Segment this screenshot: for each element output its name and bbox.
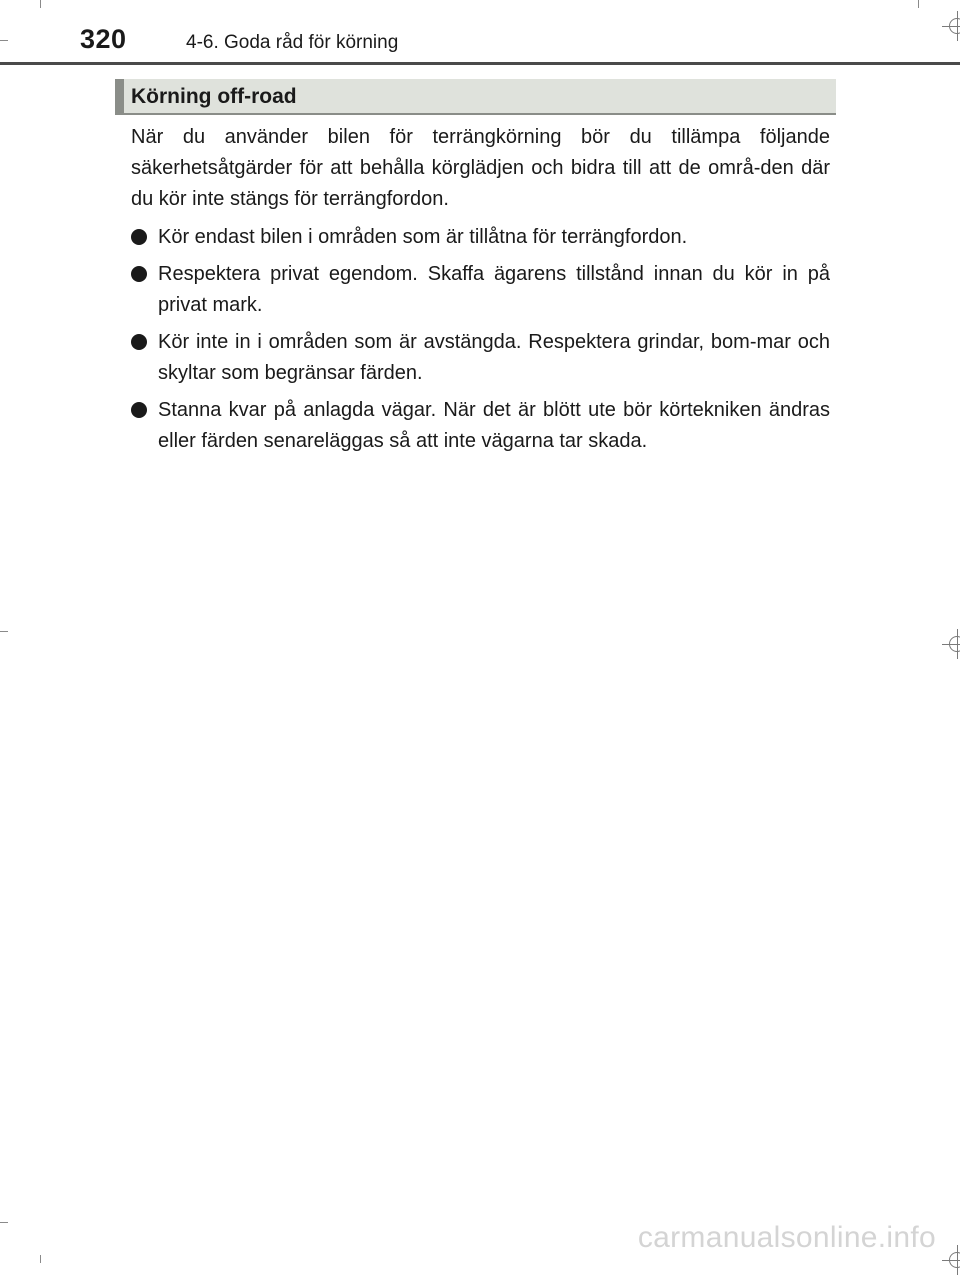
crop-mark-top-right-v — [918, 0, 919, 8]
intro-paragraph: När du använder bilen för terrängkörning bör du tillämpa följande säkerhetsåtgärder för att behålla körglädjen och bidra till att de områ-den där du kör inte stängs för terrängfordon. — [131, 126, 830, 210]
section-content — [131, 122, 830, 463]
list-item-text: Kör inte in i områden som är avstängda. Respektera grindar, bom-mar och skyltar som begränsar färden. — [158, 331, 830, 384]
bullet-icon — [131, 266, 147, 282]
bullet-icon — [131, 402, 147, 418]
list-item-text: Stanna kvar på anlagda vägar. När det är blött ute bör körtekniken ändras eller färden senareläggas så att inte vägarna tar skada. — [158, 399, 830, 452]
registration-mark-top-right — [949, 18, 960, 34]
registration-mark-bottom-right — [949, 1252, 960, 1268]
list-item — [131, 327, 830, 389]
list-item — [131, 222, 830, 253]
section-heading: Körning off-road — [131, 85, 297, 108]
page-number: 320 — [80, 24, 127, 54]
section-heading-bar — [115, 79, 836, 115]
crop-mark-bottom-left-v — [40, 1255, 41, 1263]
bullet-list — [131, 222, 830, 457]
heading-accent-stripe — [115, 79, 124, 113]
crop-mark-top-left-v — [40, 0, 41, 8]
list-item — [131, 395, 830, 457]
crop-mark-bottom-left — [0, 1222, 8, 1223]
bullet-icon — [131, 334, 147, 350]
crop-mark-top-left — [0, 40, 8, 41]
crop-mark-mid-left — [0, 631, 8, 632]
list-item-text: Kör endast bilen i områden som är tillåtna för terrängfordon. — [158, 226, 688, 248]
running-header-title: 4-6. Goda råd för körning — [186, 32, 399, 53]
watermark-text: carmanualsonline.info — [637, 1221, 936, 1254]
bullet-icon — [131, 229, 147, 245]
registration-mark-mid-right — [949, 636, 960, 652]
list-item-text: Respektera privat egendom. Skaffa ägarens tillstånd innan du kör in på privat mark. — [158, 263, 830, 316]
header-rule — [0, 62, 960, 65]
list-item — [131, 259, 830, 321]
